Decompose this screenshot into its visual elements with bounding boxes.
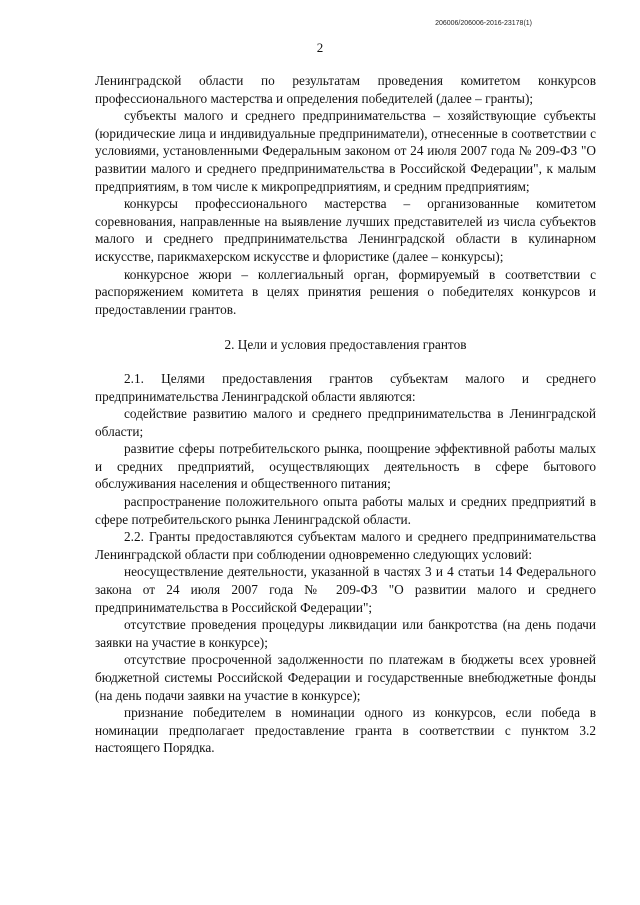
paragraph: конкурсы профессионального мастерства – организованные комитетом соревнования, направленные на выявление лучших представителей из числа субъектов малого и среднего предпринимательства Ленинградской области в кулинарном искусстве, парикмахерском искусстве и флористике (далее – конкурсы); [95,196,596,264]
paragraph: Ленинградской области по результатам проведения комитетом конкурсов профессионального мастерства и определения победителей (далее – гранты); [95,73,596,106]
document-code: 206006/206006-2016-23178(1) [435,20,532,27]
paragraph: развитие сферы потребительского рынка, поощрение эффективной работы малых и средних предприятий, осуществляющих деятельность в сфере бытового обслуживания населения и общественного питания; [95,441,596,492]
paragraph: неосуществление деятельности, указанной в частях 3 и 4 статьи 14 Федерального закона от 24 июля 2007 года № 209-ФЗ "О развитии малого и среднего предпринимательства в Российской Федерации"; [95,564,596,615]
paragraph: конкурсное жюри – коллегиальный орган, формируемый в соответствии с распоряжением комитета в целях принятия решения о победителях конкурсов и предоставлении грантов. [95,266,596,317]
paragraph: содействие развитию малого и среднего предпринимательства в Ленинградской области; [95,406,596,439]
document-body [95,72,596,757]
paragraph: распространение положительного опыта работы малых и средних предприятий в сфере потребительского рынка Ленинградской области. [95,494,596,527]
paragraph: 2.2. Гранты предоставляются субъектам малого и среднего предпринимательства Ленинградской области при соблюдении одновременно следующих условий: [95,529,596,562]
section-heading: 2. Цели и условия предоставления грантов [224,337,467,353]
paragraph: 2.1. Целями предоставления грантов субъектам малого и среднего предпринимательства Ленинградской области являются: [95,370,596,404]
page-number: 2 [316,40,324,55]
paragraph: субъекты малого и среднего предпринимательства – хозяйствующие субъекты (юридические лица и индивидуальные предприниматели), отнесенные в соответствии с условиями, установленными Федеральным законом от 24 июля 2007 года № 209-ФЗ "О развитии малого и среднего предпринимательства в Российской Федерации", к малым предприятиям, в том числе к микропредприятиям, и средним предприятиям; [95,108,596,194]
paragraph: отсутствие проведения процедуры ликвидации или банкротства (на день подачи заявки на участие в конкурсе); [95,617,596,650]
paragraph: признание победителем в номинации одного из конкурсов, если победа в номинации предполагает предоставление гранта в соответствии с пунктом 3.2 настоящего Порядка. [95,705,596,756]
paragraph: отсутствие просроченной задолженности по платежам в бюджеты всех уровней бюджетной системы Российской Федерации и государственные внебюджетные фонды (на день подачи заявки на участие в конкурсе); [95,652,596,703]
